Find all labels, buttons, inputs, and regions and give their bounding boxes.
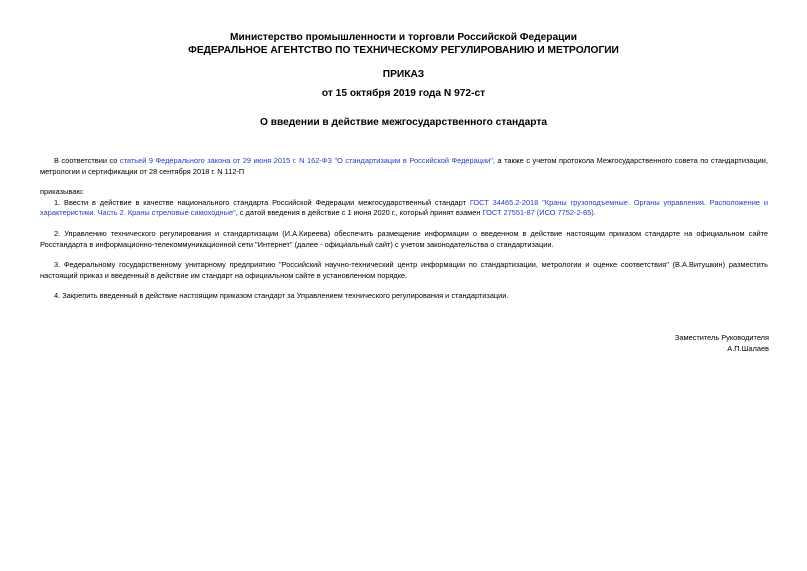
preamble-paragraph [40,156,768,177]
item-1-paragraph [40,198,768,219]
ministry-name: Министерство промышленности и торговли Российской Федерации [230,32,577,43]
replaced-standard-link[interactable]: ГОСТ 27551-87 (ИСО 7752-2-85) [482,208,594,217]
document-date-number: от 15 октября 2019 года N 972-ст [321,88,486,99]
item-3-text: 3. Федеральному государственному унитарному предприятию "Российский научно-технический центр информации по стандартизации, метрологии и оценке соответствия" (В.А.Витушкин) разместить настоящий приказ и введенный в действие им стандарт на официальном сайте в установленном порядке. [40,260,768,280]
signatory-name: А.П.Шалаев [727,343,769,353]
item-4-text: 4. Закрепить введенный в действие настоящим приказом стандарт за Управлением технического регулирования и стандартизации. [54,291,509,300]
signatory-position: Заместитель Руководителя [674,333,769,342]
item-1-text-1: 1. Ввести в действие в качестве национального стандарта Российской Федерации межгосударственный стандарт [54,197,470,207]
standard-link[interactable]: ГОСТ 34465.2-2018 "Краны грузоподъемные. Органы управления. Расположение и характеристики. Часть 2. Краны стреловые самоходные" [40,197,768,217]
item-4-paragraph [40,291,768,302]
order-word: приказываю: [40,187,84,196]
preamble-text-2: , а также с учетом протокола Межгосударственного совета по стандартизации, метрологии и сертификации от 28 сентября 2018 г. N 112-П [40,156,768,176]
document-type: ПРИКАЗ [382,69,425,80]
item-3-paragraph [40,260,768,281]
item-1-text-2: , с датой введения в действие с 1 июня 2020 г., который принят взамен [235,208,483,217]
item-2-paragraph [40,229,768,250]
agency-name: ФЕДЕРАЛЬНОЕ АГЕНТСТВО ПО ТЕХНИЧЕСКОМУ РЕГУЛИРОВАНИЮ И МЕТРОЛОГИИ [188,45,619,56]
document-subject: О введении в действие межгосударственного стандарта [259,117,548,128]
law-link[interactable]: статьей 9 Федерального закона от 29 июня 2015 г. N 162-ФЗ "О стандартизации в Российской Федерации" [119,156,493,165]
item-2-text: 2. Управлению технического регулирования и стандартизации (И.А.Киреева) обеспечить размещение информации о введенном в действие настоящим приказом стандарте на официальном сайте Росстандарта в информационно-телекоммуникационной сети "Интернет" (далее - официальный сайт) с учетом законодательства о стандартизации. [40,229,768,249]
item-1-text-3: . [593,208,596,217]
preamble-text-1: В соответствии со [54,156,120,165]
